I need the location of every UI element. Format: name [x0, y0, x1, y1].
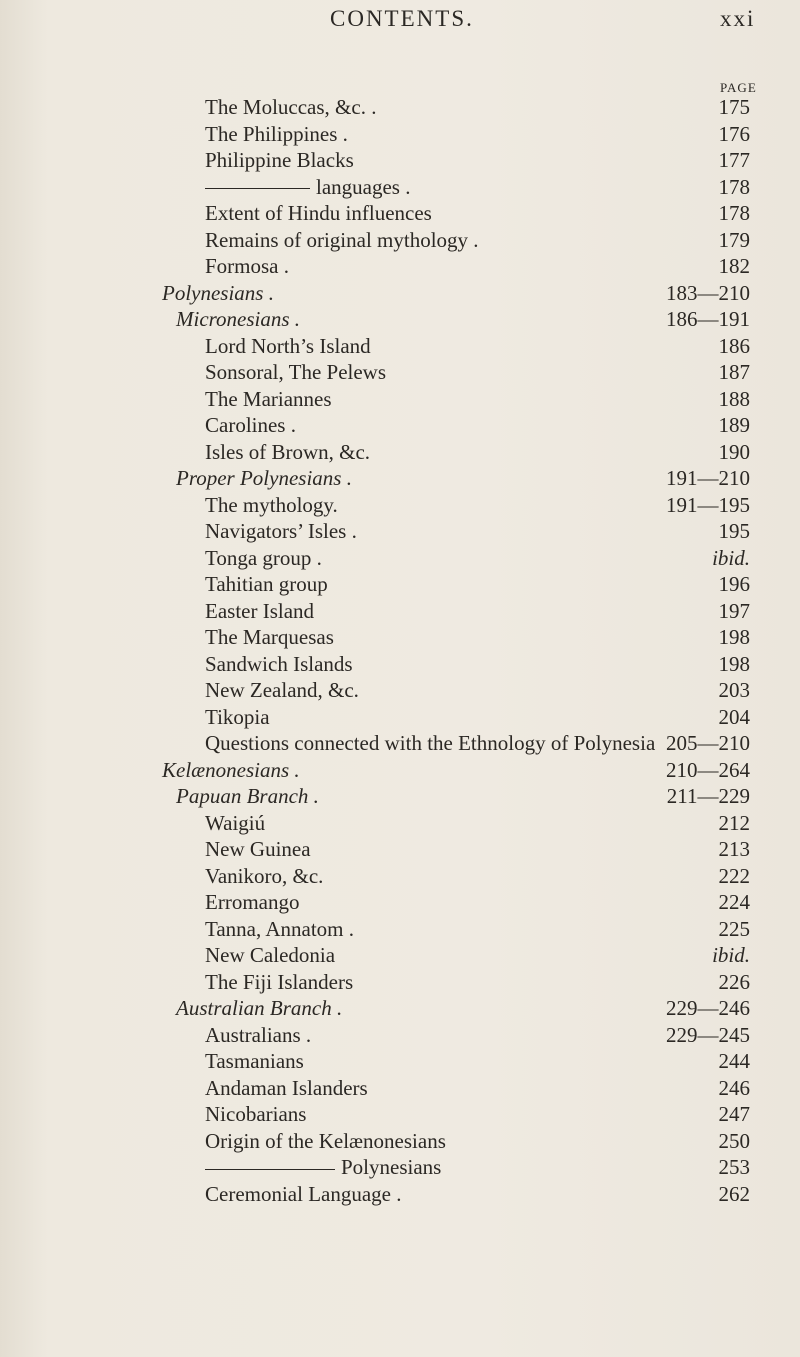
toc-entry-title — [205, 863, 323, 890]
toc-entry-text: Andaman Islanders — [205, 1075, 368, 1100]
toc-entry-page: 190 — [718, 439, 750, 464]
toc-entry-text: Polynesians — [341, 1155, 442, 1179]
toc-entry-text: The Moluccas, &c. . — [205, 95, 377, 119]
toc-entry — [0, 306, 800, 333]
toc-entry — [0, 386, 800, 413]
toc-entry-page: 247 — [718, 1102, 750, 1126]
toc-entry-page: 196 — [718, 572, 750, 596]
toc-entry-page: 212 — [718, 810, 750, 835]
toc-entry — [0, 359, 800, 386]
toc-entry-page: 177 — [718, 148, 750, 172]
toc-entry — [0, 677, 800, 704]
toc-entry — [0, 1022, 800, 1049]
toc-entry-page: 176 — [718, 121, 750, 146]
toc-entry-title — [205, 94, 376, 121]
toc-entry-title — [162, 280, 274, 307]
toc-entry-title — [205, 412, 296, 439]
toc-entry-text: Questions connected with the Ethnology of Polynesia — [205, 731, 656, 755]
toc-entry-title — [205, 836, 311, 863]
toc-entry-title — [205, 439, 370, 466]
toc-entry — [0, 651, 800, 678]
toc-entry-text: The Philippines . — [205, 121, 348, 146]
toc-entry-title — [205, 545, 322, 572]
toc-entry-title — [205, 571, 328, 598]
toc-entry — [0, 1075, 800, 1102]
toc-entry — [0, 598, 800, 625]
page-column-label: PAGE — [720, 80, 757, 95]
toc-entry-title — [205, 1181, 402, 1208]
toc-entry-page: 203 — [718, 678, 750, 702]
toc-entry-text: Tikopia — [205, 704, 270, 729]
toc-entry — [0, 94, 800, 121]
toc-entry — [0, 916, 800, 943]
toc-entry-page: 189 — [718, 413, 750, 437]
toc-entry-page: 244 — [718, 1049, 750, 1073]
toc-entry-text: Navigators’ Isles . — [205, 519, 357, 543]
toc-entry — [0, 1128, 800, 1155]
toc-entry-page: 224 — [718, 890, 750, 914]
toc-entry-page: 191—195 — [666, 492, 750, 517]
toc-entry-text: Remains of original mythology . — [205, 227, 479, 252]
toc-entry-text: Erromango — [205, 890, 300, 914]
toc-entry-title — [205, 227, 479, 254]
toc-entry-text: Proper Polynesians . — [176, 466, 352, 490]
toc-entry-text: The Fiji Islanders — [205, 969, 354, 994]
toc-entry — [0, 439, 800, 466]
toc-entry — [0, 810, 800, 837]
toc-entry-title — [176, 995, 342, 1022]
toc-entry-title — [205, 624, 334, 651]
toc-entry-text: Papuan Branch . — [176, 784, 319, 808]
toc-entry-page: 186—191 — [666, 307, 750, 331]
toc-entry — [0, 1101, 800, 1128]
toc-entry-page: ibid. — [712, 943, 750, 967]
toc-entry-text: Tonga group . — [205, 545, 322, 570]
toc-entry — [0, 200, 800, 227]
toc-entry — [0, 465, 800, 492]
toc-entry-text: Australians . — [205, 1022, 312, 1047]
toc-entry-title — [162, 757, 300, 784]
folio-number: xxi — [720, 6, 756, 31]
ditto-rule — [205, 188, 310, 189]
toc-entry-page: 195 — [718, 519, 750, 543]
toc-entry-page: 210—264 — [666, 757, 750, 782]
toc-entry — [0, 571, 800, 598]
toc-entry — [0, 863, 800, 890]
toc-entry — [0, 147, 800, 174]
toc-entry-page: 262 — [718, 1181, 750, 1206]
toc-entry-page: 191—210 — [666, 466, 750, 490]
toc-entry-text: New Guinea — [205, 837, 311, 861]
toc-entry-text: languages . — [316, 174, 411, 199]
toc-entry-text: Tahitian group — [205, 572, 328, 596]
toc-entry-page: 225 — [718, 916, 750, 941]
toc-entry-title — [205, 492, 338, 519]
toc-entry-page: 178 — [718, 174, 750, 199]
toc-entry-title — [205, 174, 410, 201]
toc-entry-title — [205, 1101, 306, 1128]
toc-entry-page: ibid. — [712, 545, 750, 570]
toc-entry-text: Vanikoro, &c. — [205, 863, 324, 888]
toc-entry-text: Nicobarians — [205, 1102, 307, 1126]
toc-entry-title — [205, 1048, 304, 1075]
toc-entry-text: Sonsoral, The Pelews — [205, 360, 387, 384]
toc-entry-text: Lord North’s Island — [205, 333, 371, 358]
toc-entry — [0, 969, 800, 996]
table-of-contents — [0, 94, 800, 1207]
toc-entry-title — [176, 783, 319, 810]
toc-entry-page: 226 — [718, 969, 750, 994]
toc-entry-title — [205, 889, 299, 916]
toc-entry-title — [205, 1075, 368, 1102]
toc-entry-text: Philippine Blacks — [205, 148, 354, 172]
toc-entry-text: Origin of the Kelænonesians — [205, 1128, 446, 1153]
toc-entry — [0, 1154, 800, 1181]
toc-entry-title — [205, 386, 332, 413]
toc-entry-title — [205, 704, 270, 731]
toc-entry — [0, 121, 800, 148]
toc-entry — [0, 783, 800, 810]
toc-entry-page: 229—246 — [666, 996, 750, 1020]
toc-entry-page: 222 — [718, 863, 750, 888]
toc-entry-text: Carolines . — [205, 413, 296, 437]
toc-entry-text: Formosa . — [205, 254, 289, 278]
toc-entry-title — [205, 147, 354, 174]
toc-entry-page: 178 — [718, 201, 750, 225]
toc-entry-title — [205, 730, 655, 757]
toc-entry — [0, 704, 800, 731]
toc-entry-text: New Caledonia — [205, 943, 336, 967]
toc-entry-page: 204 — [718, 704, 750, 729]
toc-entry — [0, 995, 800, 1022]
toc-entry-text: Tasmanians — [205, 1049, 304, 1073]
toc-entry-page: 187 — [718, 360, 750, 384]
toc-entry — [0, 280, 800, 307]
toc-entry-title — [205, 1128, 446, 1155]
toc-entry-page: 211—229 — [666, 784, 750, 808]
toc-entry-text: Waigiú — [205, 810, 266, 835]
toc-entry — [0, 412, 800, 439]
toc-entry-title — [205, 810, 265, 837]
toc-entry-page: 246 — [718, 1075, 750, 1100]
toc-entry — [0, 942, 800, 969]
toc-entry-title — [205, 253, 289, 280]
toc-entry-page: 229—245 — [666, 1022, 750, 1047]
toc-entry-title — [205, 200, 432, 227]
toc-entry-text: The Marquesas — [205, 625, 334, 649]
toc-entry-title — [205, 1154, 441, 1181]
toc-entry — [0, 518, 800, 545]
toc-entry-page: 183—210 — [666, 280, 750, 305]
toc-entry-page: 182 — [718, 254, 750, 278]
toc-entry-text: Sandwich Islands — [205, 651, 353, 676]
toc-entry — [0, 492, 800, 519]
toc-entry-text: Australian Branch . — [176, 996, 343, 1020]
toc-entry-text: Tanna, Annatom . — [205, 916, 354, 941]
toc-entry-title — [176, 306, 300, 333]
toc-entry-page: 175 — [718, 95, 750, 119]
toc-entry-title — [205, 598, 314, 625]
toc-entry — [0, 757, 800, 784]
toc-entry — [0, 1181, 800, 1208]
toc-entry-page: 198 — [718, 651, 750, 676]
toc-entry-title — [205, 942, 335, 969]
toc-entry — [0, 174, 800, 201]
toc-entry-page: 253 — [718, 1155, 750, 1179]
toc-entry-title — [205, 333, 371, 360]
toc-entry-page: 198 — [718, 625, 750, 649]
toc-entry-text: The Mariannes — [205, 386, 332, 411]
toc-entry-text: Easter Island — [205, 598, 315, 623]
running-title: CONTENTS. — [330, 6, 474, 31]
toc-entry-text: Polynesians . — [162, 280, 274, 305]
toc-entry-title — [176, 465, 352, 492]
toc-entry-title — [205, 121, 348, 148]
toc-entry — [0, 1048, 800, 1075]
toc-entry-text: Extent of Hindu influences — [205, 201, 432, 225]
toc-entry-text: New Zealand, &c. — [205, 678, 359, 702]
toc-entry-page: 186 — [718, 333, 750, 358]
toc-entry — [0, 253, 800, 280]
toc-entry-text: Ceremonial Language . — [205, 1181, 402, 1206]
toc-entry-title — [205, 651, 353, 678]
toc-entry-title — [205, 969, 353, 996]
toc-entry — [0, 836, 800, 863]
toc-entry-text: Kelænonesians . — [162, 757, 300, 782]
toc-entry — [0, 730, 800, 757]
toc-entry-title — [205, 1022, 311, 1049]
page-header — [0, 6, 800, 46]
toc-entry-page: 197 — [718, 598, 750, 623]
toc-entry-page: 213 — [718, 837, 750, 861]
toc-entry — [0, 889, 800, 916]
ditto-rule — [205, 1169, 335, 1170]
toc-entry-title — [205, 518, 357, 545]
toc-entry-title — [205, 359, 386, 386]
toc-entry — [0, 624, 800, 651]
toc-entry-title — [205, 677, 359, 704]
toc-entry — [0, 333, 800, 360]
toc-entry-page: 179 — [718, 227, 750, 252]
toc-entry-text: The mythology. — [205, 492, 338, 517]
toc-entry — [0, 545, 800, 572]
toc-entry-title — [205, 916, 354, 943]
toc-entry-text: Isles of Brown, &c. — [205, 439, 371, 464]
toc-entry-page: 250 — [718, 1128, 750, 1153]
toc-entry-page: 205—210 — [666, 731, 750, 755]
toc-entry-page: 188 — [718, 386, 750, 411]
toc-entry-text: Micronesians . — [176, 307, 301, 331]
toc-entry — [0, 227, 800, 254]
